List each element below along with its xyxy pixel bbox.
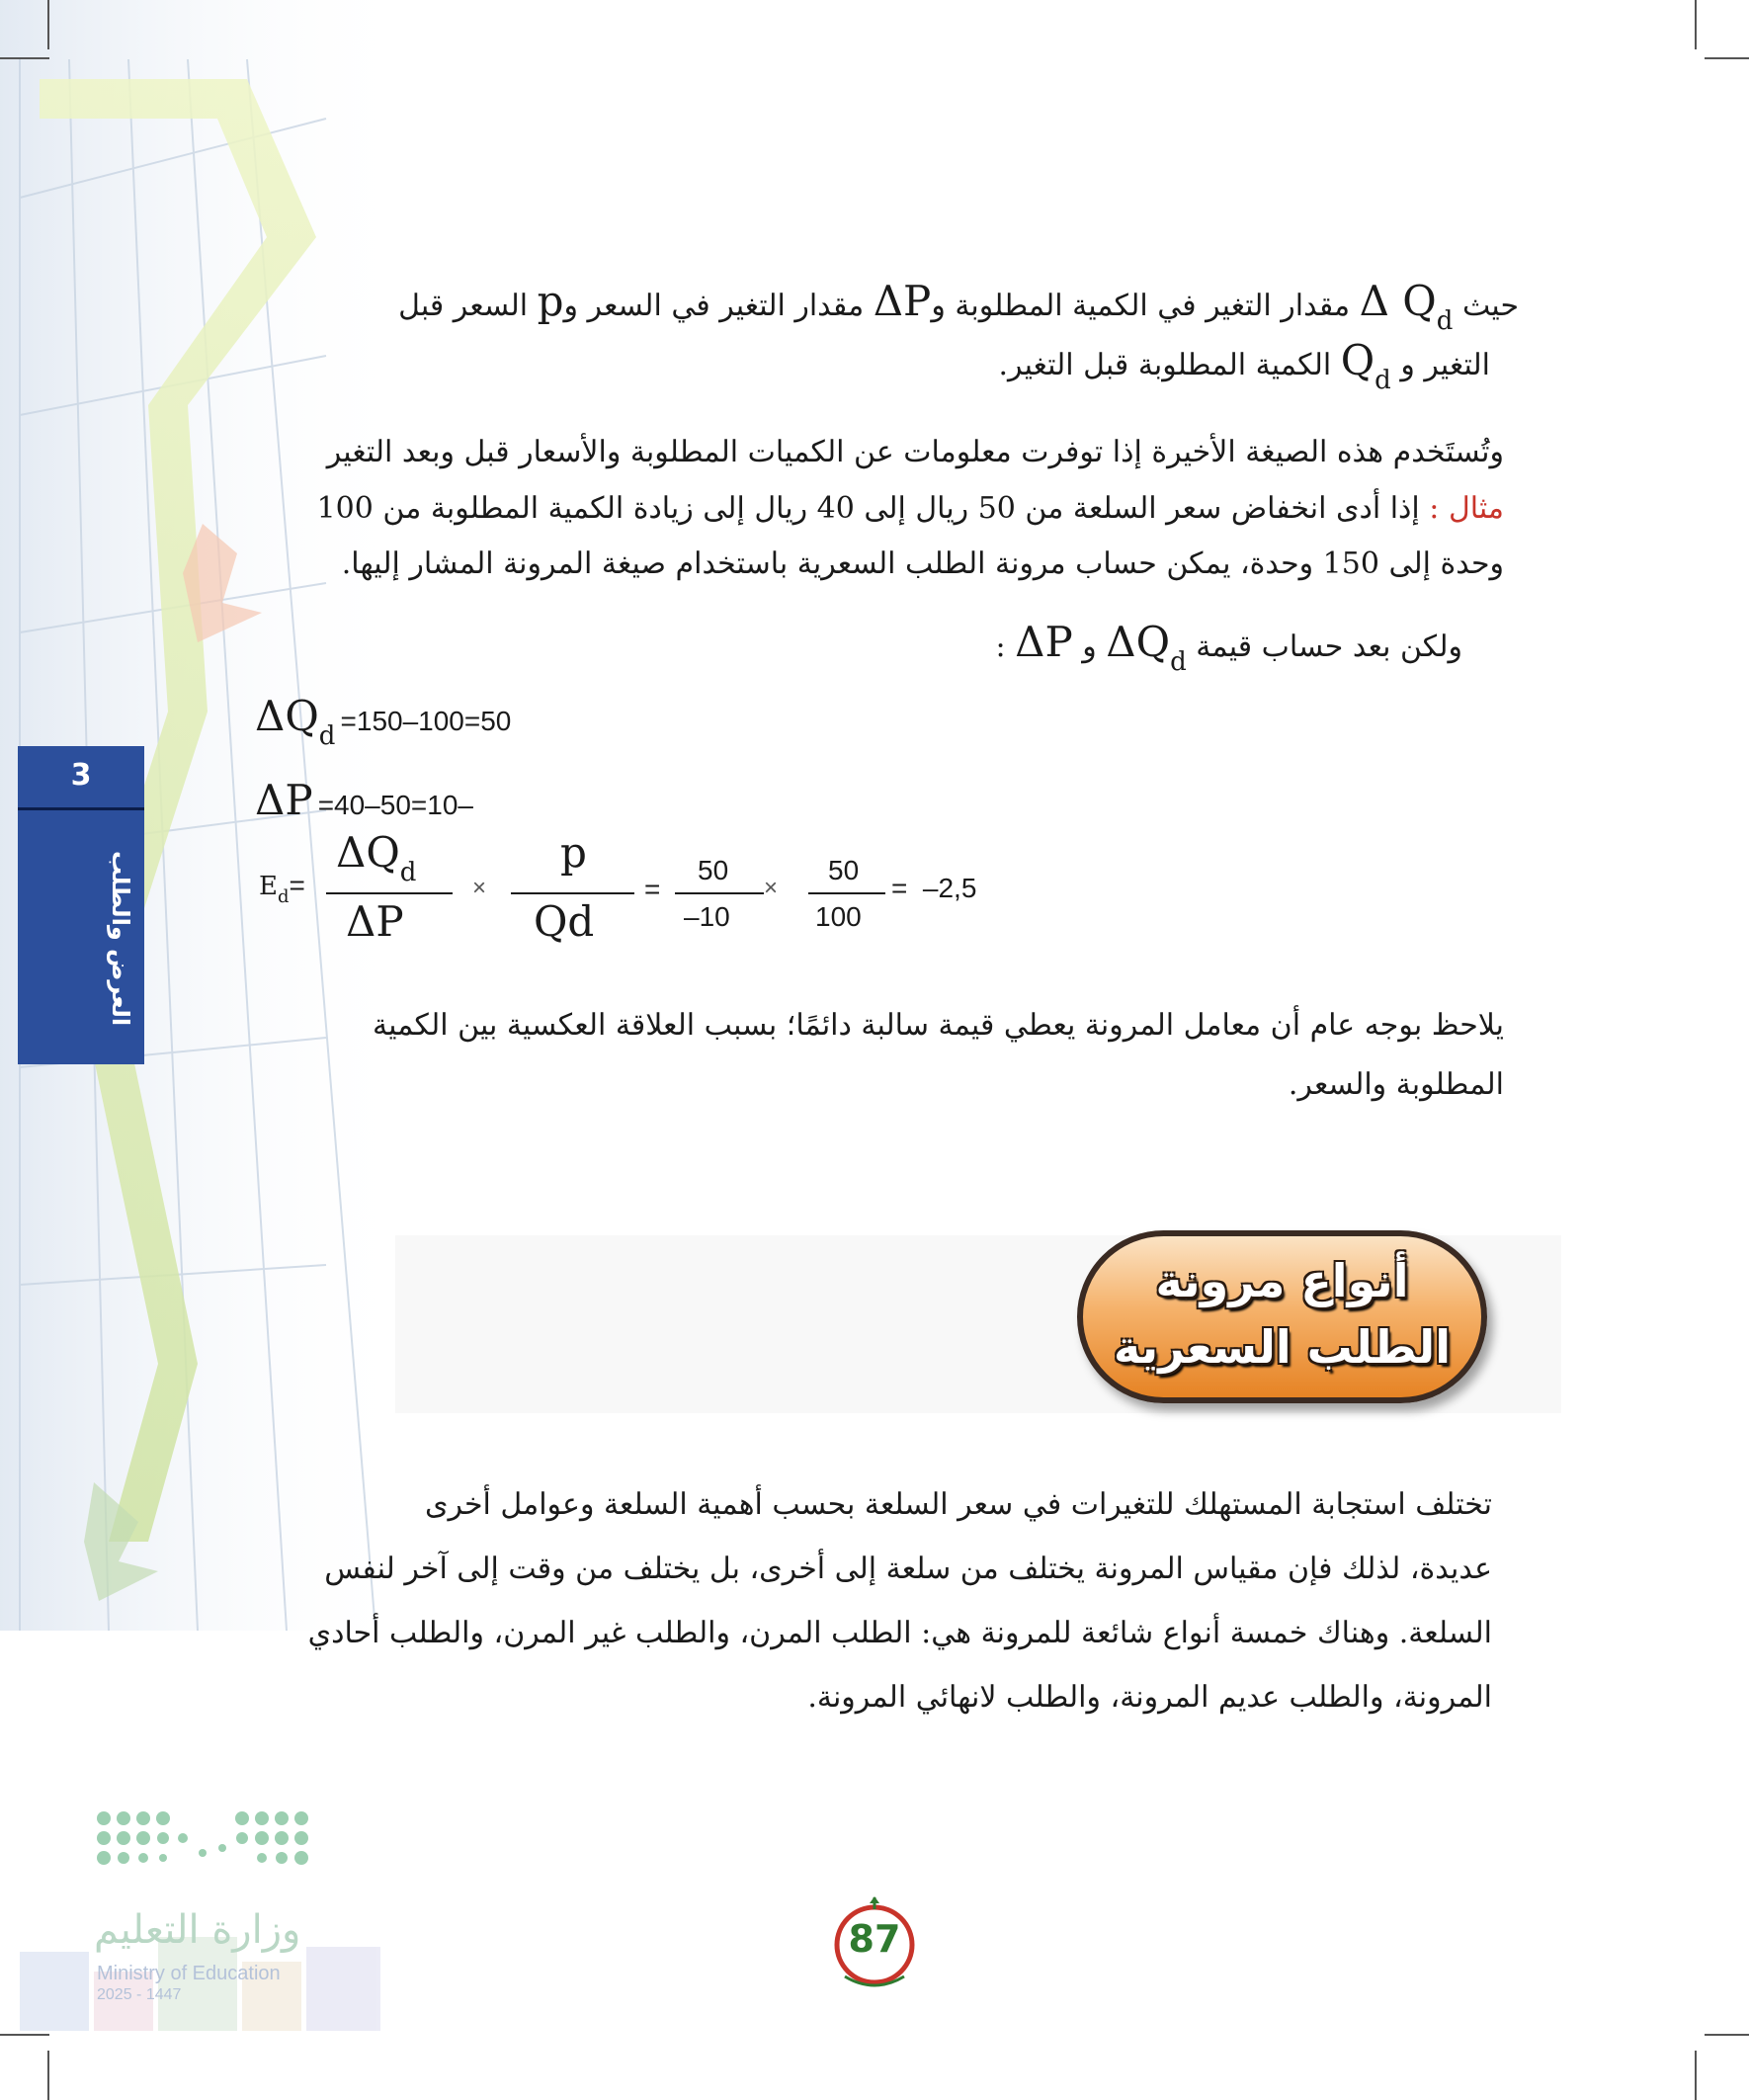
- ministry-name-arabic: وزارة التعليم: [94, 1907, 301, 1953]
- crop-mark: [1705, 57, 1749, 59]
- body-line-2: عديدة، لذلك فإن مقياس المرونة يختلف من سلعة إلى أخرى، بل يختلف من وقت إلى آخر لنفس: [324, 1552, 1492, 1586]
- fraction-1-bar: [326, 892, 453, 894]
- delta-p-symbol: ΔP: [873, 277, 932, 325]
- note-line-2: المطلوبة والسعر.: [1288, 1067, 1504, 1102]
- chapter-side-tab: [18, 746, 144, 1064]
- fraction-4-bar: [808, 892, 885, 894]
- equals-sign: =: [644, 874, 661, 904]
- fraction-4-denominator: 100: [815, 901, 862, 932]
- elasticity-symbol: $E_d=$: [259, 870, 305, 907]
- body-line-4: المرونة، والطلب عديم المرونة، والطلب لانهائي المرونة.: [807, 1680, 1492, 1715]
- equation-delta-p: ΔP =40–50=10–: [255, 776, 473, 824]
- example-label: مثال :: [1429, 491, 1504, 526]
- fraction-3-bar: [675, 892, 764, 894]
- ministry-year: 2025 - 1447: [97, 1986, 182, 2003]
- calc-intro: ولكن بعد حساب قيمة ΔQd و ΔP :: [995, 618, 1462, 677]
- fraction-2-numerator: p: [560, 828, 587, 877]
- page-number: 87: [848, 1917, 901, 1961]
- crop-mark: [47, 2051, 49, 2100]
- definition-line-2: التغير و Qd الكمية المطلوبة قبل التغير.: [998, 336, 1490, 395]
- section-heading-badge: [1077, 1230, 1487, 1403]
- fraction-3-denominator: –10: [684, 901, 730, 932]
- chapter-number: 3: [70, 758, 92, 793]
- definition-line-1: حيث Δ Qd مقدار التغير في الكمية المطلوبة وΔP مقدار التغير في السعر وp السعر قبل: [398, 277, 1519, 336]
- chapter-title: العرض والطلب: [107, 851, 134, 1027]
- crop-mark: [1695, 2051, 1697, 2100]
- fraction-3-numerator: 50: [698, 855, 729, 885]
- crop-mark: [1705, 2034, 1749, 2036]
- example-line-1: مثال : إذا أدى انخفاض سعر السلعة من 50 ريال إلى 40 ريال إلى زيادة الكمية المطلوبة من 100: [316, 491, 1504, 526]
- fraction-1-denominator: ΔP: [346, 897, 404, 946]
- example-line-2: وحدة إلى 150 وحدة، يمكن حساب مرونة الطلب السعرية باستخدام صيغة المرونة المشار إليها.: [341, 546, 1504, 581]
- tab-divider: [18, 807, 144, 810]
- body-line-1: تختلف استجابة المستهلك للتغيرات في سعر السلعة بحسب أهمية السلعة وعوامل أخرى: [424, 1487, 1492, 1522]
- note-line-1: يلاحظ بوجه عام أن معامل المرونة يعطي قيمة سالبة دائمًا؛ بسبب العلاقة العكسية بين الكمية: [373, 1008, 1504, 1043]
- times-sign-2: ×: [764, 875, 779, 901]
- body-line-3: السلعة. وهناك خمسة أنواع شائعة للمرونة هي: الطلب المرن، والطلب غير المرن، والطلب أحادي: [307, 1616, 1492, 1650]
- usage-paragraph: وتُستَخدم هذه الصيغة الأخيرة إذا توفرت معلومات عن الكميات المطلوبة والأسعار قبل وبعد التغير: [326, 435, 1504, 469]
- crop-mark: [47, 0, 49, 49]
- crop-mark: [0, 57, 49, 59]
- equation-delta-q: ΔQd =150–100=50: [255, 692, 512, 751]
- heading-line-2: الطلب السعرية: [1114, 1320, 1451, 1374]
- fraction-4-numerator: 50: [828, 855, 860, 885]
- times-sign: ×: [472, 875, 487, 901]
- crop-mark: [0, 2034, 49, 2036]
- fraction-2-bar: [511, 892, 634, 894]
- fraction-2-denominator: Qd: [534, 897, 595, 946]
- ministry-name-english: Ministry of Education: [97, 1963, 281, 1984]
- fraction-1-numerator: ΔQd: [336, 828, 417, 887]
- delta-q-symbol: Δ Q: [1359, 277, 1437, 325]
- result-value: = –2,5: [891, 873, 977, 903]
- crop-mark: [1695, 0, 1697, 49]
- heading-line-1: أنواع مرونة: [1155, 1254, 1409, 1307]
